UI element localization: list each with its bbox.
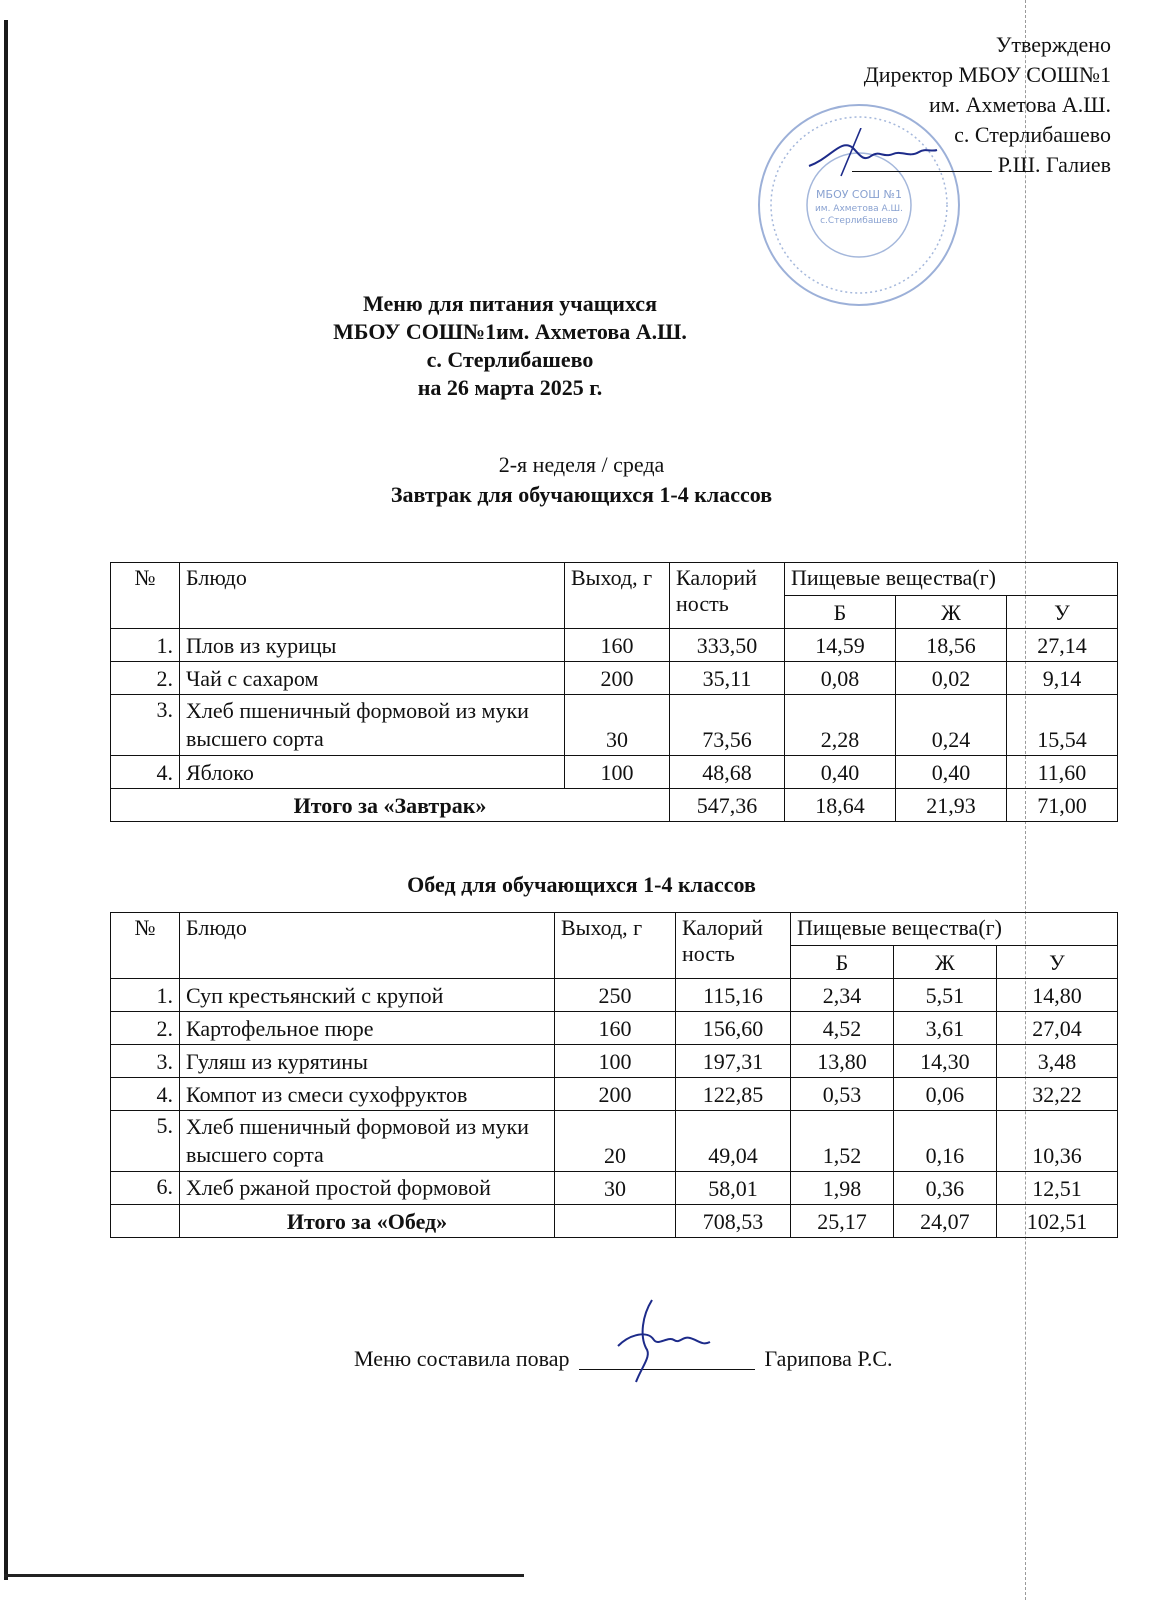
breakfast-table [110, 562, 1118, 822]
total-zh: 24,07 [893, 1205, 996, 1238]
row-yield: 250 [555, 979, 676, 1012]
total-row [111, 1205, 1118, 1238]
row-zh: 0,40 [895, 756, 1006, 789]
scan-edge-bottom [4, 1574, 524, 1577]
total-label: Итого за «Завтрак» [111, 789, 670, 822]
lunch-table [110, 912, 1118, 1238]
header-dish: Блюдо [180, 563, 565, 629]
table-row [111, 1045, 1118, 1078]
row-yield: 200 [555, 1078, 676, 1111]
row-zh: 18,56 [895, 629, 1006, 662]
row-num: 3. [111, 695, 180, 756]
table-row [111, 1012, 1118, 1045]
header-yield: Выход, г [565, 563, 670, 629]
row-yield: 200 [565, 662, 670, 695]
row-zh: 0,16 [893, 1111, 996, 1172]
header-dish: Блюдо [180, 913, 555, 979]
composer-prefix: Меню составила повар [354, 1346, 570, 1371]
row-dish: Суп крестьянский с крупой [180, 979, 555, 1012]
row-dish: Чай с сахаром [180, 662, 565, 695]
header-num: № [111, 913, 180, 979]
row-yield: 20 [555, 1111, 676, 1172]
row-kcal: 156,60 [676, 1012, 791, 1045]
row-u: 27,14 [1006, 629, 1117, 662]
document-title [300, 290, 720, 402]
row-u: 11,60 [1006, 756, 1117, 789]
total-empty-cell [111, 1205, 180, 1238]
scan-edge-left [4, 20, 8, 1580]
row-dish: Гуляш из курятины [180, 1045, 555, 1078]
row-dish: Картофельное пюре [180, 1012, 555, 1045]
row-zh: 0,24 [895, 695, 1006, 756]
row-b: 4,52 [791, 1012, 894, 1045]
total-b: 18,64 [785, 789, 896, 822]
row-kcal: 333,50 [670, 629, 785, 662]
row-yield: 100 [555, 1045, 676, 1078]
row-b: 1,52 [791, 1111, 894, 1172]
row-kcal: 35,11 [670, 662, 785, 695]
total-u: 102,51 [996, 1205, 1117, 1238]
table-row [111, 756, 1118, 789]
row-b: 0,53 [791, 1078, 894, 1111]
row-dish: Хлеб ржаной простой формовой [180, 1172, 555, 1205]
row-dish: Компот из смеси сухофруктов [180, 1078, 555, 1111]
row-dish: Хлеб пшеничный формовой из муки высшего сорта [180, 695, 565, 756]
director-signature [801, 128, 941, 178]
row-u: 15,54 [1006, 695, 1117, 756]
table-row [111, 629, 1118, 662]
row-b: 0,08 [785, 662, 896, 695]
lunch-title: Обед для обучающихся 1-4 классов [407, 872, 756, 897]
row-num: 2. [111, 1012, 180, 1045]
row-kcal: 49,04 [676, 1111, 791, 1172]
row-zh: 3,61 [893, 1012, 996, 1045]
table-row [111, 695, 1118, 756]
total-u: 71,00 [1006, 789, 1117, 822]
total-zh: 21,93 [895, 789, 1006, 822]
row-dish: Яблоко [180, 756, 565, 789]
header-num: № [111, 563, 180, 629]
row-u: 12,51 [996, 1172, 1117, 1205]
header-nutrients: Пищевые вещества(г) [791, 913, 1118, 946]
header-calories: Калорий ность [670, 563, 785, 629]
breakfast-title: Завтрак для обучающихся 1-4 классов [390, 482, 773, 507]
row-kcal: 122,85 [676, 1078, 791, 1111]
row-dish: Плов из курицы [180, 629, 565, 662]
header-b: Б [785, 596, 896, 629]
table-header-row [111, 913, 1118, 946]
header-nutrients: Пищевые вещества(г) [785, 563, 1118, 596]
approval-line-1: Утверждено [995, 32, 1111, 57]
row-kcal: 73,56 [670, 695, 785, 756]
table-header-row [111, 563, 1118, 596]
header-calories: Калорий ность [676, 913, 791, 979]
row-kcal: 197,31 [676, 1045, 791, 1078]
total-kcal: 547,36 [670, 789, 785, 822]
row-yield: 160 [555, 1012, 676, 1045]
row-u: 9,14 [1006, 662, 1117, 695]
row-b: 14,59 [785, 629, 896, 662]
row-zh: 14,30 [893, 1045, 996, 1078]
table-row [111, 1078, 1118, 1111]
header-b: Б [791, 946, 894, 979]
approval-line-4: с. Стерлибашево [954, 122, 1111, 147]
row-b: 2,28 [785, 695, 896, 756]
approval-block [751, 30, 1111, 180]
row-num: 1. [111, 629, 180, 662]
row-u: 3,48 [996, 1045, 1117, 1078]
table-row [111, 1111, 1118, 1172]
row-kcal: 115,16 [676, 979, 791, 1012]
svg-text:им. Ахметова А.Ш.: им. Ахметова А.Ш. [814, 204, 904, 214]
total-b: 25,17 [791, 1205, 894, 1238]
row-b: 2,34 [791, 979, 894, 1012]
row-kcal: 48,68 [670, 756, 785, 789]
row-zh: 0,36 [893, 1172, 996, 1205]
row-u: 27,04 [996, 1012, 1117, 1045]
row-yield: 100 [565, 756, 670, 789]
director-name: Р.Ш. Галиев [997, 152, 1111, 177]
row-u: 10,36 [996, 1111, 1117, 1172]
header-u: У [1006, 596, 1117, 629]
row-zh: 5,51 [893, 979, 996, 1012]
title-line-4: на 26 марта 2025 г. [417, 375, 603, 400]
row-yield: 30 [565, 695, 670, 756]
row-num: 1. [111, 979, 180, 1012]
row-kcal: 58,01 [676, 1172, 791, 1205]
row-u: 32,22 [996, 1078, 1117, 1111]
row-zh: 0,06 [893, 1078, 996, 1111]
row-b: 1,98 [791, 1172, 894, 1205]
cook-name: Гарипова Р.С. [764, 1346, 893, 1371]
header-zh: Ж [895, 596, 1006, 629]
header-yield: Выход, г [555, 913, 676, 979]
row-u: 14,80 [996, 979, 1117, 1012]
row-num: 5. [111, 1111, 180, 1172]
week-day: 2-я неделя / среда [498, 452, 665, 477]
approval-line-2: Директор МБОУ СОШ№1 [863, 62, 1111, 87]
row-num: 4. [111, 1078, 180, 1111]
approval-line-3: им. Ахметова А.Ш. [928, 92, 1111, 117]
total-kcal: 708,53 [676, 1205, 791, 1238]
row-yield: 30 [555, 1172, 676, 1205]
total-empty-yield [555, 1205, 676, 1238]
svg-text:МБОУ СОШ №1: МБОУ СОШ №1 [816, 188, 902, 201]
title-line-3: с. Стерлибашево [426, 347, 594, 372]
header-zh: Ж [893, 946, 996, 979]
row-num: 3. [111, 1045, 180, 1078]
title-line-2: МБОУ СОШ№1им. Ахметова А.Ш. [333, 319, 687, 344]
cook-signature [612, 1296, 722, 1386]
table-row [111, 662, 1118, 695]
table-row [111, 979, 1118, 1012]
row-num: 6. [111, 1172, 180, 1205]
total-label: Итого за «Обед» [180, 1205, 555, 1238]
header-u: У [996, 946, 1117, 979]
total-row [111, 789, 1118, 822]
row-b: 0,40 [785, 756, 896, 789]
svg-text:с.Стерлибашево: с.Стерлибашево [820, 216, 898, 226]
row-zh: 0,02 [895, 662, 1006, 695]
row-dish: Хлеб пшеничный формовой из муки высшего сорта [180, 1111, 555, 1172]
row-yield: 160 [565, 629, 670, 662]
row-b: 13,80 [791, 1045, 894, 1078]
row-num: 4. [111, 756, 180, 789]
table-row [111, 1172, 1118, 1205]
title-line-1: Меню для питания учащихся [363, 291, 657, 316]
row-num: 2. [111, 662, 180, 695]
